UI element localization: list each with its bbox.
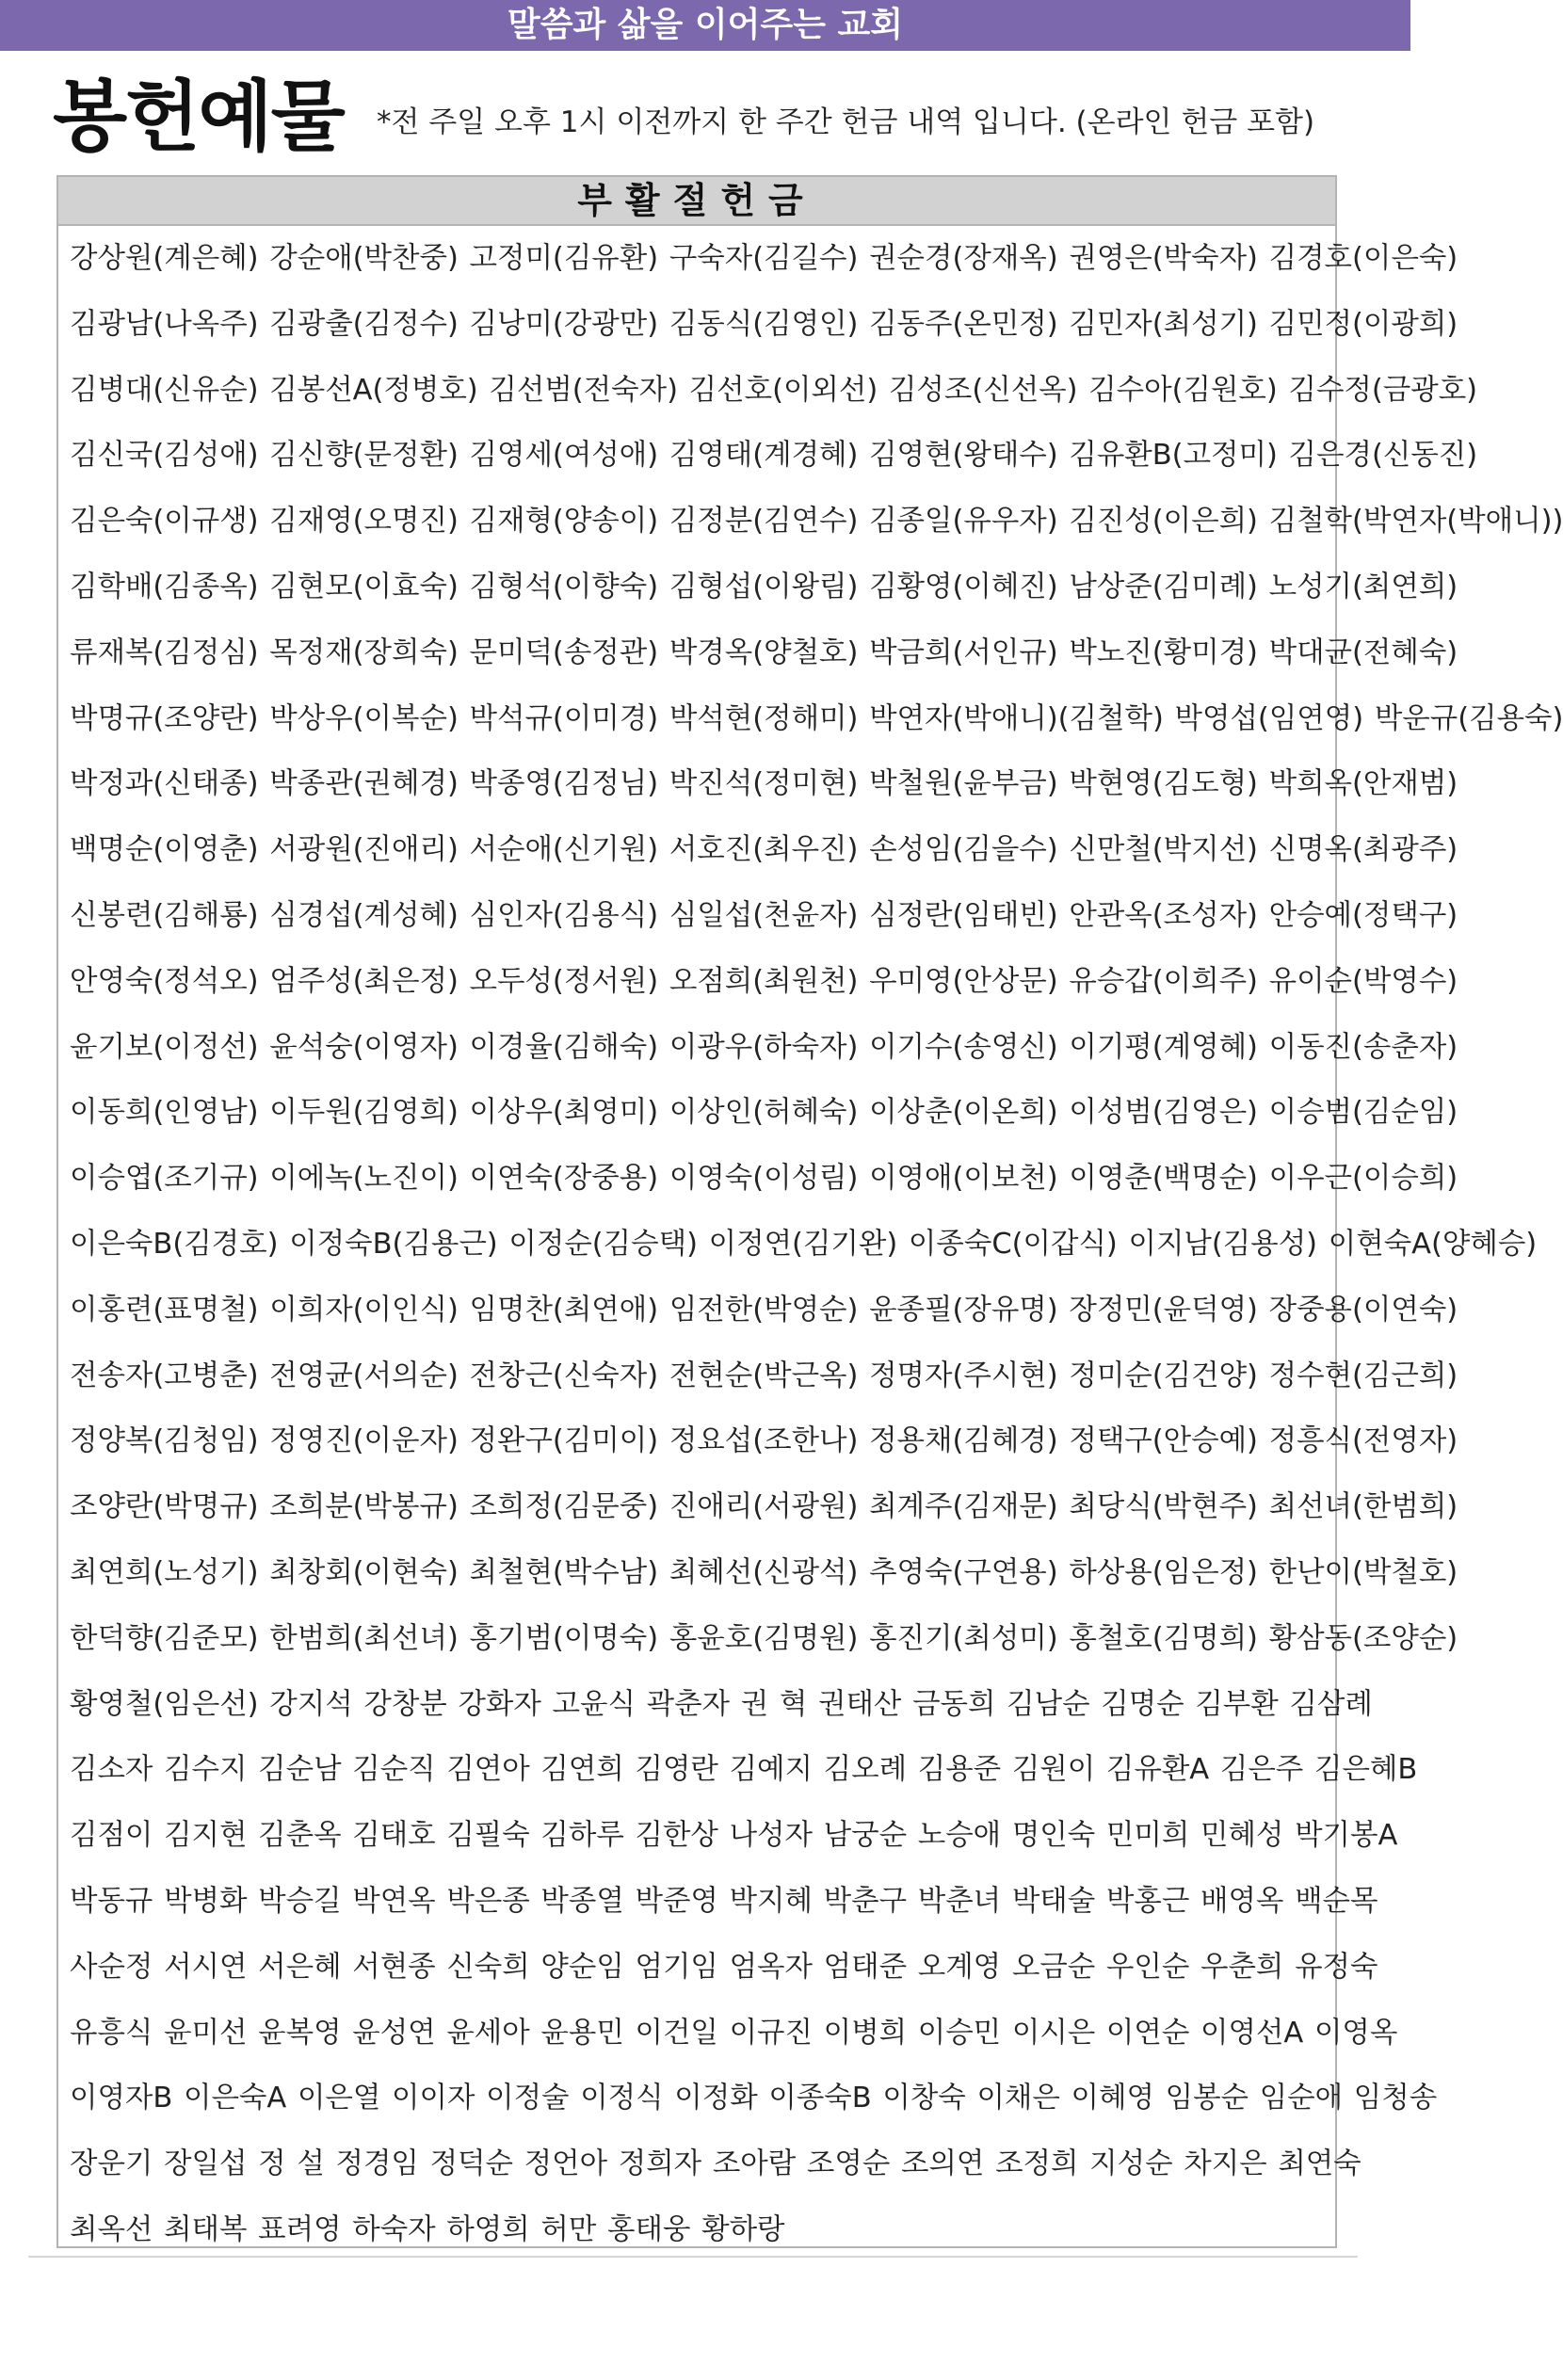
offering-name-line: 김은숙(이규생) 김재영(오명진) 김재형(양송이) 김정분(김연수) 김종일(유우자) 김진성(이은희) 김철학(박연자(박애니)) — [70, 505, 1563, 539]
offering-name-line: 이승엽(조기규) 이에녹(노진이) 이연숙(장중용) 이영숙(이성림) 이영애(이보천) 이영춘(백명순) 이우근(이승희) — [70, 1162, 1458, 1196]
offering-name-line: 강상원(계은혜) 강순애(박찬중) 고정미(김유환) 구숙자(김길수) 권순경(장재옥) 권영은(박숙자) 김경호(이은숙) — [70, 242, 1458, 275]
offering-name-line: 박명규(조양란) 박상우(이복순) 박석규(이미경) 박석현(정해미) 박연자(박애니)(김철학) 박영섭(임연영) 박운규(김용숙) — [70, 701, 1563, 735]
offering-name-line: 김병대(신유순) 김봉선A(정병호) 김선범(전숙자) 김선호(이외선) 김성조(신선옥) 김수아(김원호) 김수정(금광호) — [70, 373, 1478, 407]
offering-name-line: 전송자(고병춘) 전영균(서의순) 전창근(신숙자) 전현순(박근옥) 정명자(주시현) 정미순(김건양) 정수현(김근희) — [70, 1359, 1458, 1392]
offering-name-line: 한덕향(김준모) 한범희(최선녀) 홍기범(이명숙) 홍윤호(김명원) 홍진기(최성미) 홍철호(김명희) 황삼동(조양순) — [70, 1621, 1458, 1655]
offering-name-list — [58, 226, 1563, 2263]
offering-name-line: 김소자 김수지 김순남 김순직 김연아 김연희 김영란 김예지 김오례 김용준 김원이 김유환A 김은주 김은혜B — [70, 1753, 1418, 1787]
offering-name-line: 이은숙B(김경호) 이정숙B(김용근) 이정순(김승택) 이정연(김기완) 이종숙C(이갑식) 이지남(김용성) 이현숙A(양혜승) — [70, 1227, 1538, 1261]
offering-name-line: 박정과(신태종) 박종관(권혜경) 박종영(김정님) 박진석(정미현) 박철원(윤부금) 박현영(김도형) 박희옥(안재범) — [70, 767, 1458, 801]
page-title: 봉헌예물 — [53, 72, 344, 162]
offering-name-line: 최연희(노성기) 최창회(이현숙) 최철현(박수남) 최혜선(신광석) 추영숙(구연용) 하상용(임은정) 한난이(박철호) — [70, 1555, 1458, 1589]
offering-name-line: 유흥식 윤미선 윤복영 윤성연 윤세아 윤용민 이건일 이규진 이병희 이승민 이시은 이연순 이영선A 이영옥 — [70, 2016, 1398, 2050]
offering-name-line: 이동희(인영남) 이두원(김영희) 이상우(최영미) 이상인(허혜숙) 이상춘(이온희) 이성범(김영은) 이승범(김순임) — [70, 1096, 1458, 1130]
offering-name-line: 윤기보(이정선) 윤석숭(이영자) 이경율(김해숙) 이광우(하숙자) 이기수(송영신) 이기평(계영혜) 이동진(송춘자) — [70, 1030, 1458, 1064]
offering-name-line: 김신국(김성애) 김신향(문정환) 김영세(여성애) 김영태(계경혜) 김영현(왕태수) 김유환B(고정미) 김은경(신동진) — [70, 439, 1478, 473]
offering-name-line: 신봉련(김해룡) 심경섭(계성혜) 심인자(김용식) 심일섭(천윤자) 심정란(임태빈) 안관옥(조성자) 안승예(정택구) — [70, 898, 1458, 932]
offering-box — [56, 175, 1563, 2248]
offering-name-line: 조양란(박명규) 조희분(박봉규) 조희정(김문중) 진애리(서광원) 최계주(김재문) 최당식(박현주) 최선녀(한범희) — [70, 1490, 1458, 1524]
bottom-divider — [28, 2256, 1358, 2258]
church-slogan-banner: 말씀과 삶을 이어주는 교회 — [0, 0, 1410, 51]
offering-name-line: 김점이 김지현 김춘옥 김태호 김필숙 김하루 김한상 나성자 남궁순 노승애 명인숙 민미희 민혜성 박기봉A — [70, 1819, 1398, 1853]
offering-name-line: 황영철(임은선) 강지석 강창분 강화자 고윤식 곽춘자 권 혁 권태산 금동희 김남순 김명순 김부환 김삼례 — [70, 1687, 1373, 1721]
offering-name-line: 정양복(김청임) 정영진(이운자) 정완구(김미이) 정요섭(조한나) 정용채(김혜경) 정택구(안승예) 정흥식(전영자) — [70, 1424, 1458, 1458]
offering-heading: 부활절헌금 — [58, 177, 1335, 226]
offering-name-line: 안영숙(정석오) 엄주성(최은정) 오두성(정서원) 오점희(최원천) 우미영(안상문) 유승갑(이희주) 유이순(박영수) — [70, 964, 1458, 998]
offering-name-line: 류재복(김정심) 목정재(장희숙) 문미덕(송정관) 박경옥(양철호) 박금희(서인규) 박노진(황미경) 박대균(전혜숙) — [70, 635, 1458, 669]
offering-name-line: 이영자B 이은숙A 이은열 이이자 이정술 이정식 이정화 이종숙B 이창숙 이채은 이혜영 임봉순 임순애 임청송 — [70, 2082, 1438, 2115]
offering-name-line: 박동규 박병화 박승길 박연옥 박은종 박종열 박준영 박지혜 박춘구 박춘녀 박태술 박홍근 배영옥 백순목 — [70, 1884, 1378, 1918]
offering-name-line: 김광남(나옥주) 김광출(김정수) 김낭미(강광만) 김동식(김영인) 김동주(온민정) 김민자(최성기) 김민정(이광희) — [70, 307, 1458, 341]
offering-name-line: 최옥선 최태복 표려영 하숙자 하영희 허만 홍태웅 황하랑 — [70, 2212, 785, 2246]
offering-note: *전 주일 오후 1시 이전까지 한 주간 헌금 내역 입니다. (온라인 헌금 포함) — [377, 105, 1315, 139]
offering-name-line: 장운기 장일섭 정 설 정경임 정덕순 정언아 정희자 조아람 조영순 조의연 조정희 지성순 차지은 최연숙 — [70, 2147, 1362, 2181]
offering-name-line: 이홍련(표명철) 이희자(이인식) 임명찬(최연애) 임전한(박영순) 윤종필(장유명) 장정민(윤덕영) 장중용(이연숙) — [70, 1293, 1458, 1327]
offering-name-line: 김학배(김종옥) 김현모(이효숙) 김형석(이향숙) 김형섭(이왕림) 김황영(이혜진) 남상준(김미례) 노성기(최연희) — [70, 570, 1458, 603]
offering-name-line: 사순정 서시연 서은혜 서현종 신숙희 양순임 엄기임 엄옥자 엄태준 오계영 오금순 우인순 우춘희 유정숙 — [70, 1950, 1378, 1984]
offering-name-line: 백명순(이영춘) 서광원(진애리) 서순애(신기원) 서호진(최우진) 손성임(김을수) 신만철(박지선) 신명옥(최광주) — [70, 833, 1458, 867]
